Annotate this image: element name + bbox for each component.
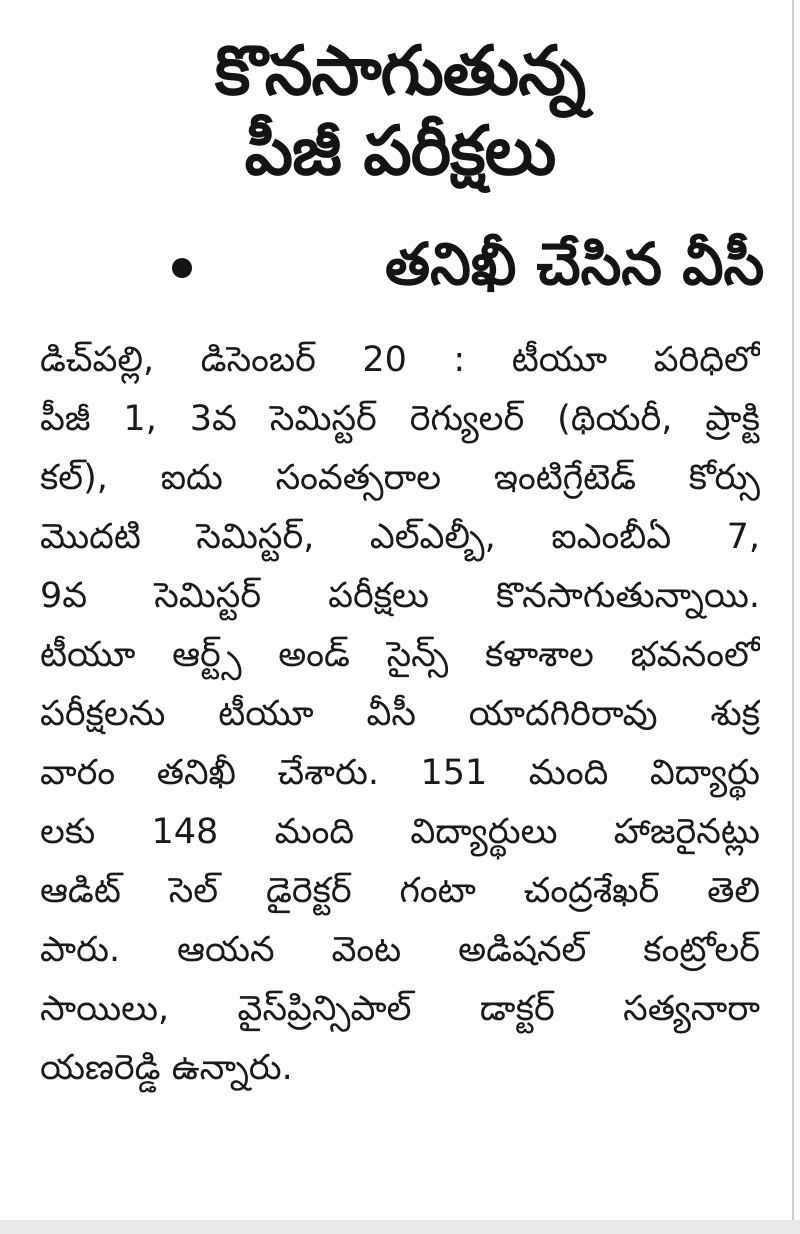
page-bottom-strip: [0, 1220, 800, 1234]
subheading: [150, 222, 765, 306]
body-line: లకు 148 మంది విద్యార్థులు హాజరైనట్లు: [40, 812, 760, 852]
body-line: పీజీ 1, 3వ సెమిస్టర్ రెగ్యులర్ (థియరీ, ప్రాక్టి: [40, 399, 760, 439]
page-edge-shadow: [792, 0, 794, 1234]
headline-line-1: కొనసాగుతున్న: [214, 32, 586, 111]
body-line: పరీక్షలను టీయూ వీసీ యాదగిరిరావు శుక్ర: [40, 694, 760, 734]
headline-line-2: పీజీ పరీక్షలు: [244, 112, 556, 191]
body-line-last: యణరెడ్డి ఉన్నారు.: [40, 1048, 293, 1088]
body-line: ఆడిట్ సెల్ డైరెక్టర్ గంటా చంద్రశేఖర్ తెలి: [40, 871, 760, 911]
body-line: సాయిలు, వైస్‌ప్రిన్సిపాల్ డాక్టర్ సత్యనారా: [40, 989, 760, 1029]
body-line: వారం తనిఖీ చేశారు. 151 మంది విద్యార్థు: [40, 753, 760, 793]
body-line: పారు. ఆయన వెంట అడిషనల్ కంట్రోలర్: [40, 930, 760, 970]
body-line: టీయూ ఆర్ట్స్ అండ్ సైన్స్ కళాశాల భవనంలో: [40, 635, 760, 675]
subheading-text: తనిఖీ చేసిన వీసీ: [385, 230, 765, 298]
body-line: 9వ సెమిస్టర్ పరీక్షలు కొనసాగుతున్నాయి.: [40, 576, 760, 616]
body-line: మొదటి సెమిస్టర్, ఎల్ఎల్బీ, ఐఎంబీఏ 7,: [40, 517, 760, 557]
body-line: కల్), ఐదు సంవత్సరాల ఇంటిగ్రేటెడ్ కోర్సు: [40, 458, 760, 498]
body-line: డిచ్‌పల్లి, డిసెంబర్ 20 : టీయూ పరిధిలో: [40, 340, 760, 380]
